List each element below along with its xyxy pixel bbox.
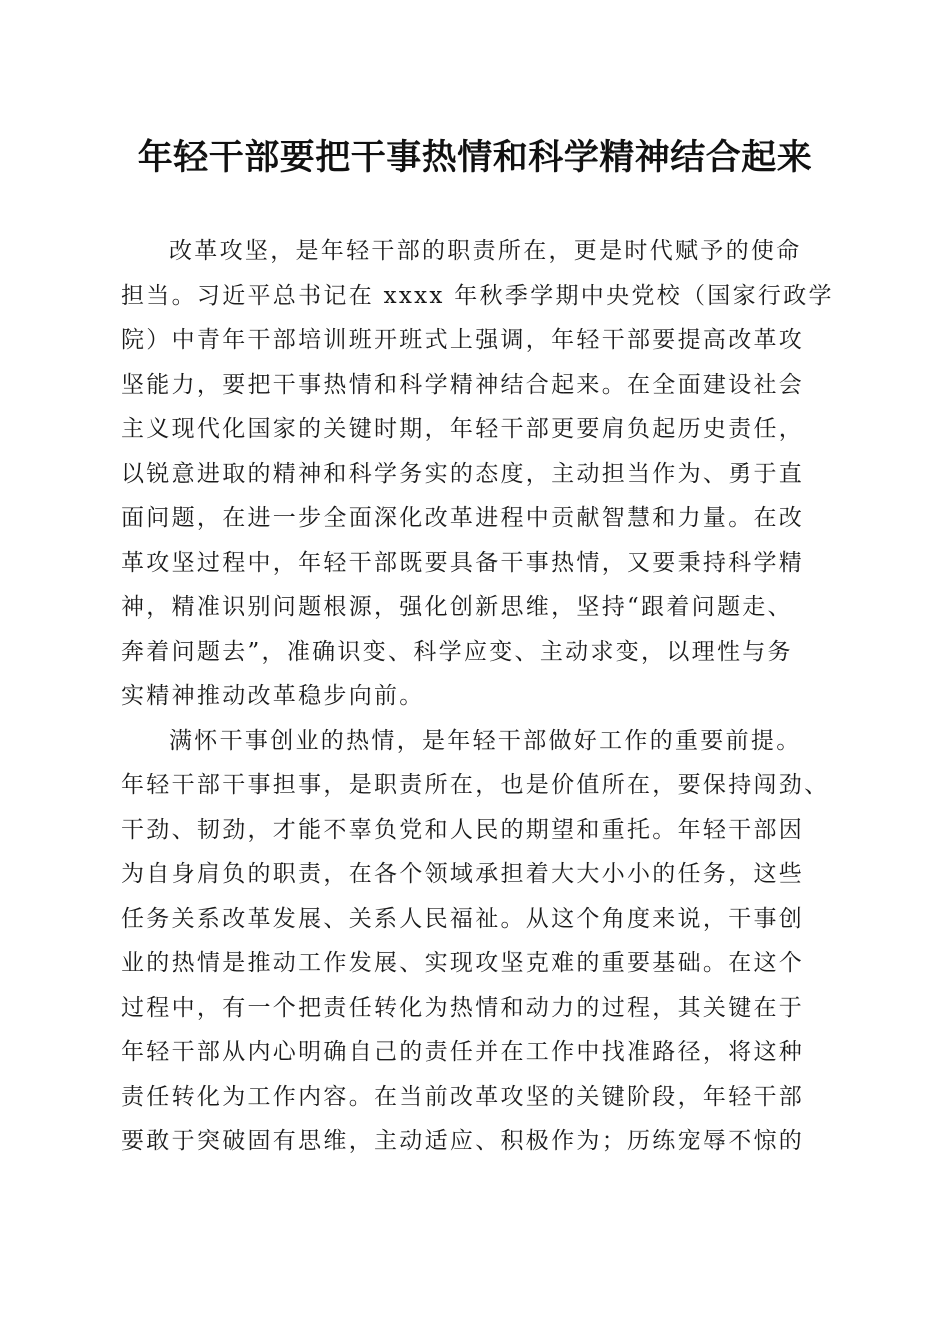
text-line: 年轻干部从内心明确自己的责任并在工作中找准路径，将这种 xyxy=(121,1039,805,1065)
text-line: 要敢于突破固有思维，主动适应、积极作为；历练宠辱不惊的 xyxy=(121,1128,805,1154)
text-line: 改革攻坚，是年轻干部的职责所在，更是时代赋予的使命 xyxy=(169,238,802,264)
text-line: 主义现代化国家的关键时期，年轻干部更要肩负起历史责任， xyxy=(121,416,805,442)
text-line: 过程中，有一个把责任转化为热情和动力的过程，其关键在于 xyxy=(121,994,805,1021)
text-line: 干劲、韧劲，才能不辜负党和人民的期望和重托。年轻干部因 xyxy=(121,816,805,843)
text-line: 面问题，在进一步全面深化改革进程中贡献智慧和力量。在改 xyxy=(121,505,805,531)
text-line: 担当。习近平总书记在 xxxx 年秋季学期中央党校（国家行政学 xyxy=(121,282,834,309)
article-body xyxy=(121,229,841,1164)
text-line: 以锐意进取的精神和科学务实的态度，主动担当作为、勇于直 xyxy=(121,460,805,487)
text-line: 为自身肩负的职责，在各个领域承担着大大小小的任务，这些 xyxy=(121,861,805,887)
text-line: 神，精准识别问题根源，强化创新思维，坚持“跟着问题走、 xyxy=(121,594,793,620)
text-line: 奔着问题去”，准确识变、科学应变、主动求变，以理性与务 xyxy=(121,638,793,665)
text-line: 坚能力，要把干事热情和科学精神结合起来。在全面建设社会 xyxy=(121,371,805,398)
paragraph xyxy=(121,719,841,1164)
page-title: 年轻干部要把干事热情和科学精神结合起来 xyxy=(137,137,813,178)
text-line: 院）中青年干部培训班开班式上强调，年轻干部要提高改革攻 xyxy=(121,327,805,353)
text-line: 年轻干部干事担事，是职责所在，也是价值所在，要保持闯劲、 xyxy=(121,772,830,798)
text-line: 革攻坚过程中，年轻干部既要具备干事热情，又要秉持科学精 xyxy=(121,549,805,576)
text-line: 任务关系改革发展、关系人民福祉。从这个角度来说，干事创 xyxy=(121,905,805,932)
text-line: 满怀干事创业的热情，是年轻干部做好工作的重要前提。 xyxy=(169,727,802,754)
text-line: 业的热情是推动工作发展、实现攻坚克难的重要基础。在这个 xyxy=(121,950,805,976)
paragraph xyxy=(121,229,841,719)
text-line: 实精神推动改革稳步向前。 xyxy=(121,683,425,709)
text-line: 责任转化为工作内容。在当前改革攻坚的关键阶段，年轻干部 xyxy=(121,1083,805,1110)
